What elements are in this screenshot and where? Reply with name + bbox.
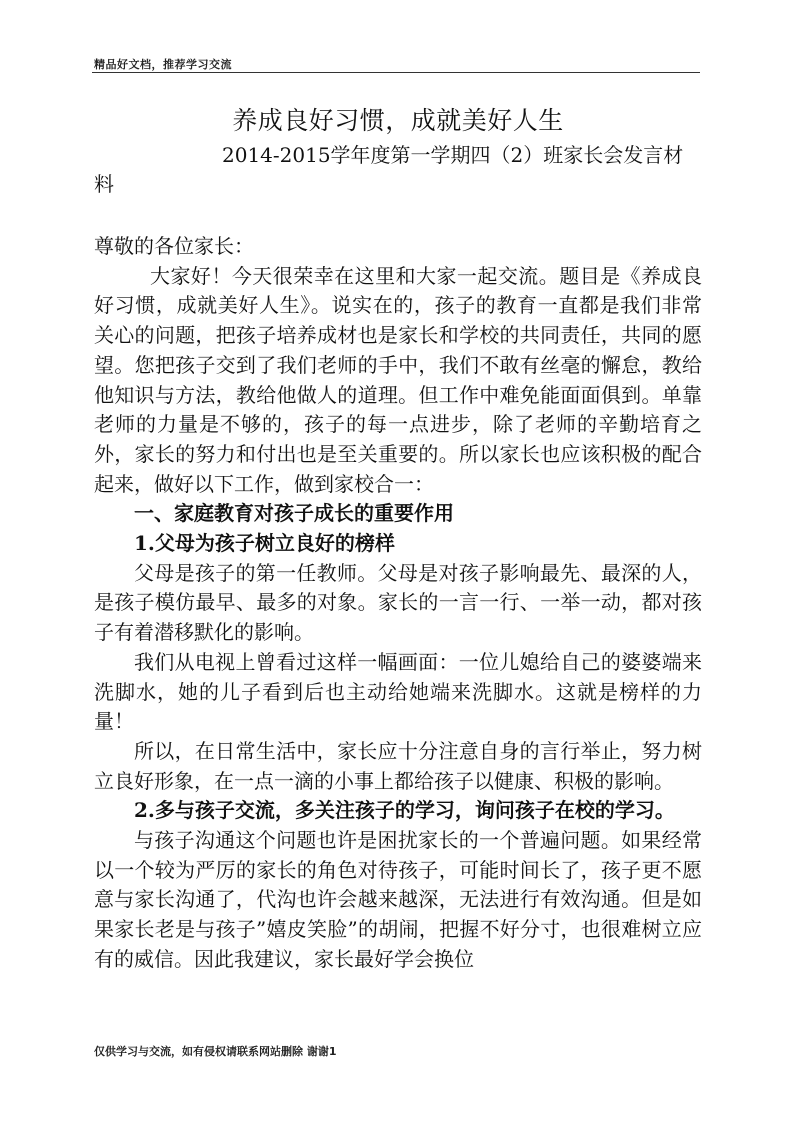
subsection-1-paragraph-3: 所以，在日常生活中，家长应十分注意自身的言行举止，努力树立良好形象，在一点一滴的小事上都给孩子以健康、积极的影响。 [94, 738, 702, 793]
page-header-note: 精品好文档，推荐学习交流 [94, 58, 232, 71]
subsection-heading-1: 1.父母为孩子树立良好的榜样 [134, 531, 395, 556]
document-subtitle: 2014-2015学年度第一学期四（2）班家长会发言材料 [94, 143, 684, 196]
header-divider [92, 72, 700, 73]
page-footer-note: 仅供学习与交流，如有侵权请联系网站删除 谢谢1 [94, 1045, 337, 1058]
subsection-heading-2: 2.多与孩子交流，多关注孩子的学习，询问孩子在校的学习。 [134, 798, 675, 823]
section-heading-1: 一、家庭教育对孩子成长的重要作用 [134, 501, 454, 526]
subsection-2-paragraph-1: 与孩子沟通这个问题也许是困扰家长的一个普遍问题。如果经常以一个较为严厉的家长的角色对待孩子，可能时间长了，孩子更不愿意与家长沟通了，代沟也许会越来越深，无法进行有效沟通。但是如果家长老是与孩子”嬉皮笑脸”的胡闹，把握不好分寸，也很难树立应有的威信。因此我建议，家长最好学会换位 [94, 828, 702, 971]
subsection-1-paragraph-1: 父母是孩子的第一任教师。父母是对孩子影响最先、最深的人，是孩子模仿最早、最多的对象。家长的一言一行、一举一动，都对孩子有着潜移默化的影响。 [94, 560, 702, 645]
intro-paragraph: 大家好！今天很荣幸在这里和大家一起交流。题目是《养成良好习惯，成就美好人生》。说实在的，孩子的教育一直都是我们非常关心的问题，把孩子培养成材也是家长和学校的共同责任，共同的愿望。您把孩子交到了我们老师的手中，我们不敢有丝毫的懈怠，教给他知识与方法，教给他做人的道理。但工作中难免能面面俱到。单靠老师的力量是不够的，孩子的每一点进步，除了老师的辛勤培育之外，家长的努力和付出也是至关重要的。所以家长也应该积极的配合起来，做好以下工作，做到家校合一： [94, 263, 702, 496]
salutation: 尊敬的各位家长： [94, 234, 254, 258]
document-body [94, 232, 702, 975]
document-title: 养成良好习惯，成就美好人生 [232, 106, 564, 135]
subsection-1-paragraph-2: 我们从电视上曾看过这样一幅画面：一位儿媳给自己的婆婆端来洗脚水，她的儿子看到后也主动给她端来洗脚水。这就是榜样的力量！ [94, 649, 702, 734]
